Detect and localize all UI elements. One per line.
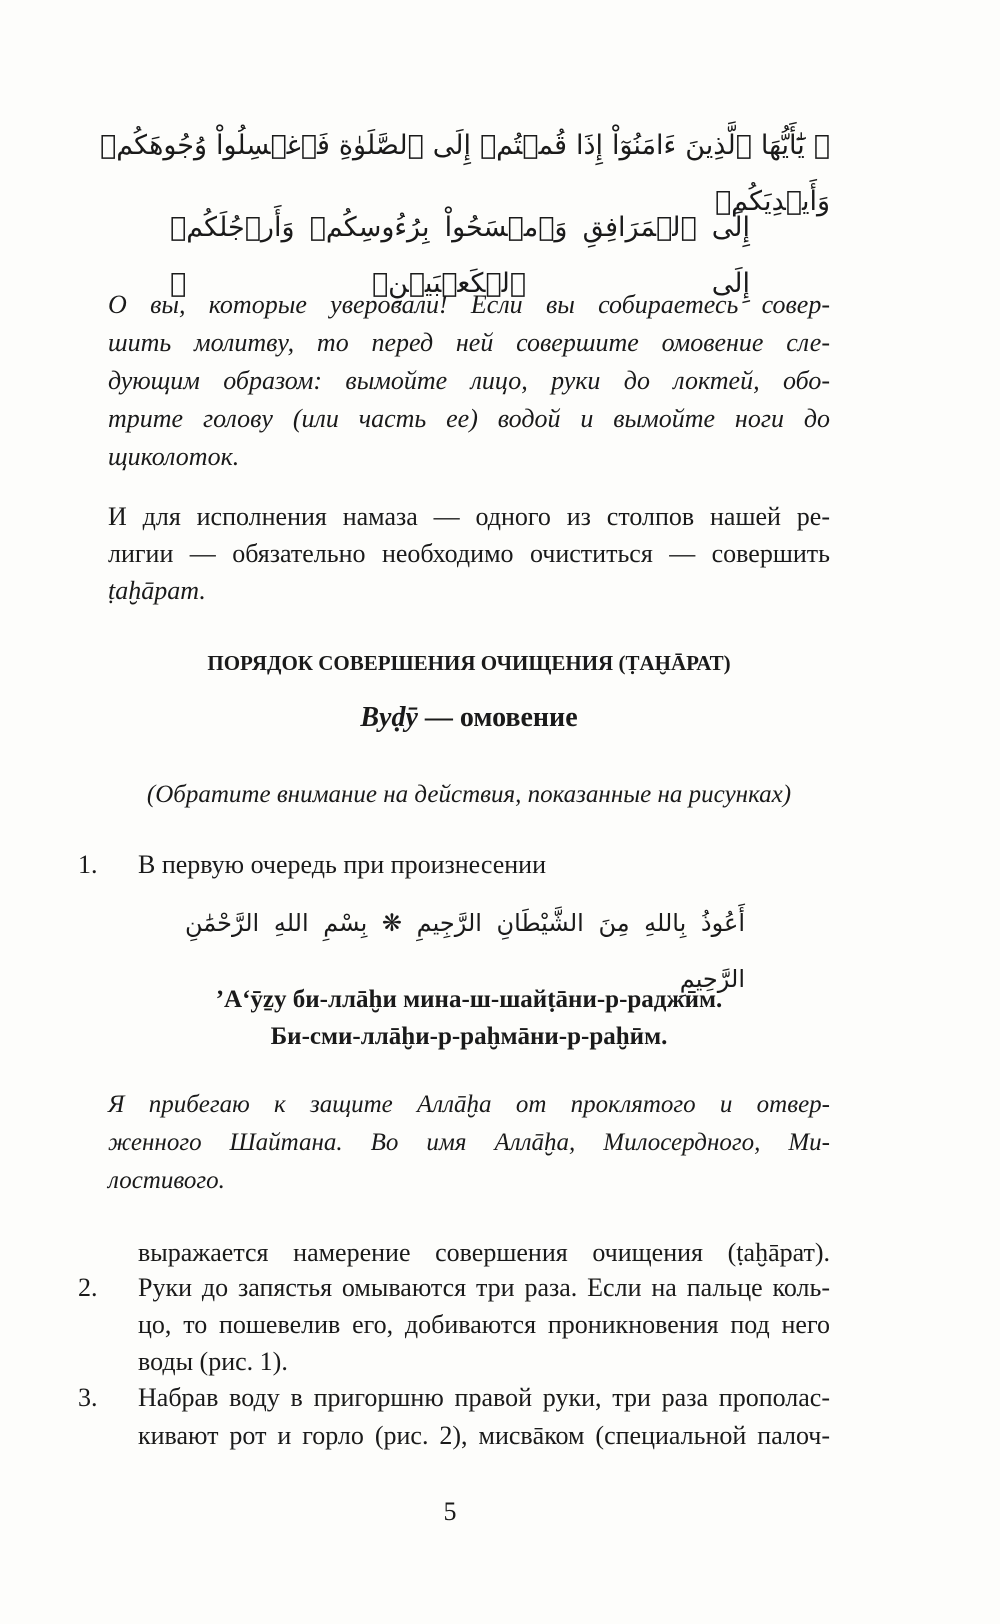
text-line: лигии — обязательно необходимо очиститься — совершить [108, 539, 830, 568]
quran-verse-line-2: إِلَى ٱلۡمَرَافِقِ وَٱمۡسَحُواْ بِرُءُوسِكُمۡ وَأَرۡجُلَكُمۡ إِلَى ٱلۡكَعۡبَيۡنِۚ ﴾ [170, 212, 750, 299]
text-line: шить молитву, то перед ней совершите омовение сле- [108, 328, 830, 357]
text-line: В первую очередь при произнесении [138, 850, 547, 879]
illustration-note: (Обратите внимание на действия, показанные на рисунках) [146, 781, 792, 808]
text-line: щиколоток. [108, 442, 240, 471]
text-line: О вы, которые уверовали! Если вы собираетесь совер- [108, 290, 830, 319]
text-line: Я прибегаю к защите Аллāḫа от проклятого и отвер- [108, 1091, 830, 1118]
quran-verse-line-1: ﴿ يَٰٓأَيُّهَا ٱلَّذِينَ ءَامَنُوٓاْ إِذَا قُمۡتُمۡ إِلَى ٱلصَّلَوٰةِ فَٱغۡسِلُواْ وُجُوهَكُمۡ وَأَيۡدِيَكُمۡ [100, 130, 830, 217]
text-line: воды (рис. 1). [138, 1347, 288, 1376]
text-line: И для исполнения намаза — одного из столпов нашей ре- [108, 502, 830, 531]
text-line: женного Шайтана. Во имя Аллāḫа, Милосердного, Ми- [108, 1129, 830, 1156]
translit-line: ’А‘ӯẕу би-ллāḫи мина-ш-шайṭāни-р-раджӣм. [215, 986, 723, 1013]
section-heading: ПОРЯДОК СОВЕРШЕНИЯ ОЧИЩЕНИЯ (ṬАḪĀРАТ) [207, 651, 731, 675]
text-line: ṭаḫāрат. [108, 576, 206, 605]
step-number: 2. [78, 1273, 98, 1302]
text-line: трите голову (или часть ее) водой и вымойте ноги до [108, 404, 830, 433]
subheading [108, 700, 830, 736]
text-line: цо, то пошевелив его, добиваются проникновения под него [138, 1310, 830, 1339]
text-line: лостивого. [108, 1167, 225, 1194]
dua-arabic: أَعُوذُ بِاللهِ مِنَ الشَّيْطَانِ الرَّجِيمِ ❋ بِسْمِ اللهِ الرَّحْمَٰنِ الرَّحِيمِ [185, 909, 745, 993]
subheading-term: Вуḍӯ [360, 702, 418, 733]
text-line: Набрав воду в пригоршню правой руки, три раза прополас- [138, 1383, 830, 1412]
translit-line: Би-сми-ллāḫи-р-раḫмāни-р-раḫӣм. [270, 1023, 668, 1050]
text-line: кивают рот и горло (рис. 2), мисвāком (специальной палоч- [138, 1421, 830, 1450]
page-number: 5 [443, 1497, 457, 1526]
text-line: дующим образом: вымойте лицо, руки до локтей, обо- [108, 366, 830, 395]
subheading-rest: — омовение [417, 702, 578, 733]
text-line: выражается намерение совершения очищения (ṭаḫāрат). [138, 1238, 830, 1267]
step-number: 1. [78, 850, 98, 879]
step-number: 3. [78, 1383, 98, 1412]
text-line: Руки до запястья омываются три раза. Если на пальце коль- [138, 1273, 830, 1302]
